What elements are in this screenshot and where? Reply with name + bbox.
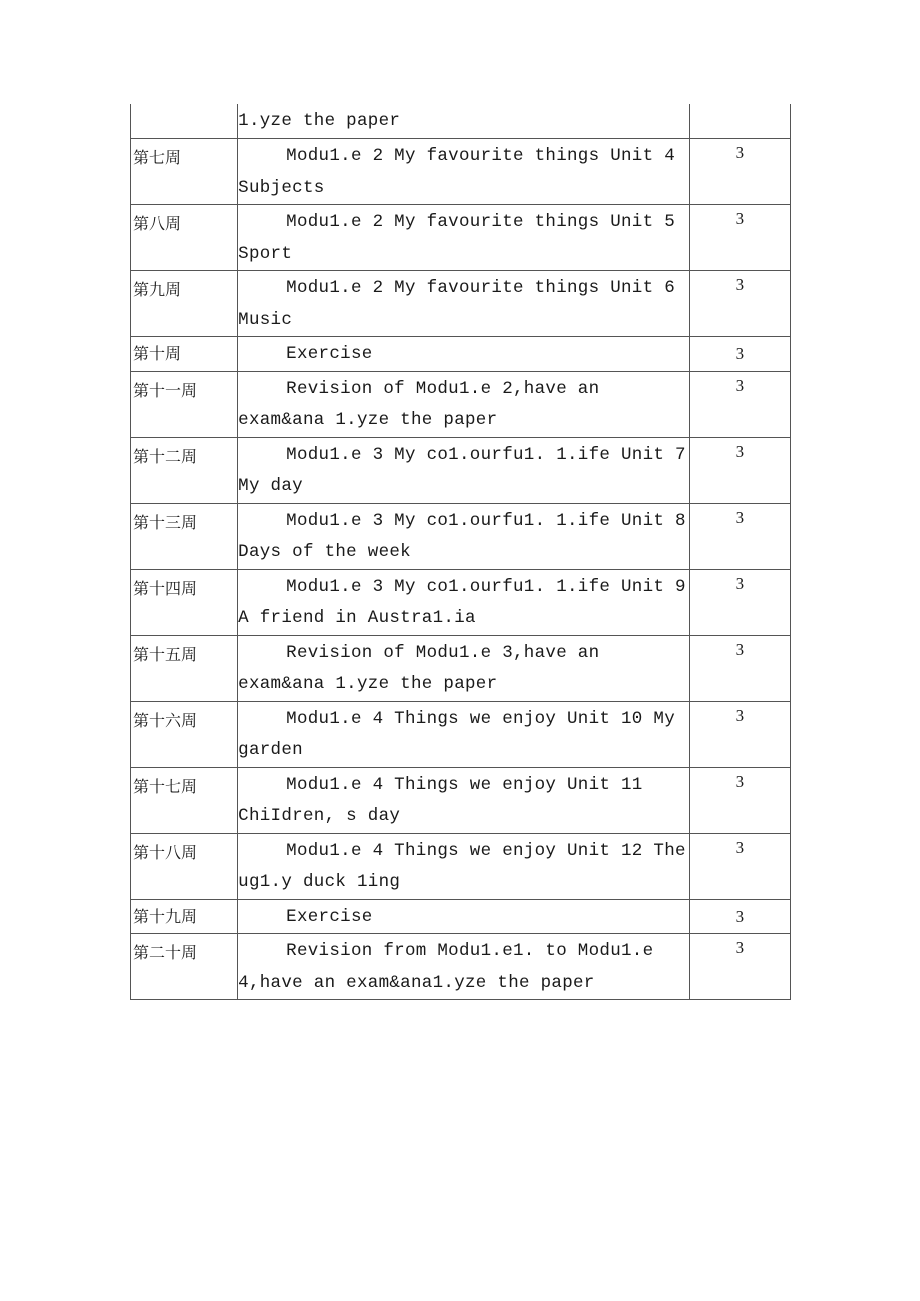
hours-cell: 3 <box>689 701 790 767</box>
table-row <box>131 503 791 569</box>
table-row <box>131 934 791 1000</box>
hours-cell: 3 <box>689 139 790 205</box>
week-cell: 第十八周 <box>131 833 238 899</box>
content-cell: Exercise <box>238 337 690 372</box>
content-cell: Modu1.e 4 Things we enjoy Unit 12 The ug1.y duck 1ing <box>238 833 690 899</box>
hours-cell: 3 <box>689 205 790 271</box>
week-cell: 第十四周 <box>131 569 238 635</box>
content-cell: Revision of Modu1.e 2,have an exam&ana 1.yze the paper <box>238 371 690 437</box>
hours-cell: 3 <box>689 271 790 337</box>
course-schedule-table <box>130 104 791 1000</box>
hours-cell: 3 <box>689 437 790 503</box>
table-row <box>131 569 791 635</box>
week-cell: 第九周 <box>131 271 238 337</box>
week-cell: 第十六周 <box>131 701 238 767</box>
content-cell: Modu1.e 3 My co1.ourfu1. 1.ife Unit 9 A friend in Austra1.ia <box>238 569 690 635</box>
content-cell: Modu1.e 3 My co1.ourfu1. 1.ife Unit 7 My day <box>238 437 690 503</box>
hours-cell: 3 <box>689 635 790 701</box>
table-row <box>131 371 791 437</box>
week-cell: 第二十周 <box>131 934 238 1000</box>
hours-cell: 3 <box>689 767 790 833</box>
table-row <box>131 767 791 833</box>
table-row <box>131 833 791 899</box>
hours-cell: 3 <box>689 371 790 437</box>
table-row <box>131 635 791 701</box>
week-cell: 第八周 <box>131 205 238 271</box>
table-row <box>131 437 791 503</box>
week-cell: 第十一周 <box>131 371 238 437</box>
table-row <box>131 701 791 767</box>
hours-cell: 3 <box>689 934 790 1000</box>
hours-cell: 3 <box>689 337 790 372</box>
table-row <box>131 139 791 205</box>
table-row <box>131 271 791 337</box>
week-cell: 第七周 <box>131 139 238 205</box>
hours-cell: 3 <box>689 833 790 899</box>
week-cell: 第十九周 <box>131 899 238 934</box>
week-cell: 第十二周 <box>131 437 238 503</box>
content-cell: Revision from Modu1.e1. to Modu1.e 4,have an exam&ana1.yze the paper <box>238 934 690 1000</box>
table-row <box>131 205 791 271</box>
content-cell: Revision of Modu1.e 3,have an exam&ana 1.yze the paper <box>238 635 690 701</box>
content-cell: Modu1.e 4 Things we enjoy Unit 10 My garden <box>238 701 690 767</box>
hours-cell: 3 <box>689 503 790 569</box>
week-cell: 第十五周 <box>131 635 238 701</box>
content-cell: Modu1.e 4 Things we enjoy Unit 11 ChiIdren, s day <box>238 767 690 833</box>
week-cell <box>131 104 238 139</box>
hours-cell: 3 <box>689 569 790 635</box>
table-row <box>131 104 791 139</box>
week-cell: 第十周 <box>131 337 238 372</box>
week-cell: 第十三周 <box>131 503 238 569</box>
week-cell: 第十七周 <box>131 767 238 833</box>
content-cell: Modu1.e 2 My favourite things Unit 5 Sport <box>238 205 690 271</box>
content-cell: Modu1.e 2 My favourite things Unit 4 Subjects <box>238 139 690 205</box>
content-cell: 1.yze the paper <box>238 104 690 139</box>
hours-cell <box>689 104 790 139</box>
content-cell: Modu1.e 2 My favourite things Unit 6 Music <box>238 271 690 337</box>
hours-cell: 3 <box>689 899 790 934</box>
content-cell: Exercise <box>238 899 690 934</box>
content-cell: Modu1.e 3 My co1.ourfu1. 1.ife Unit 8 Days of the week <box>238 503 690 569</box>
table-row <box>131 337 791 372</box>
table-row <box>131 899 791 934</box>
